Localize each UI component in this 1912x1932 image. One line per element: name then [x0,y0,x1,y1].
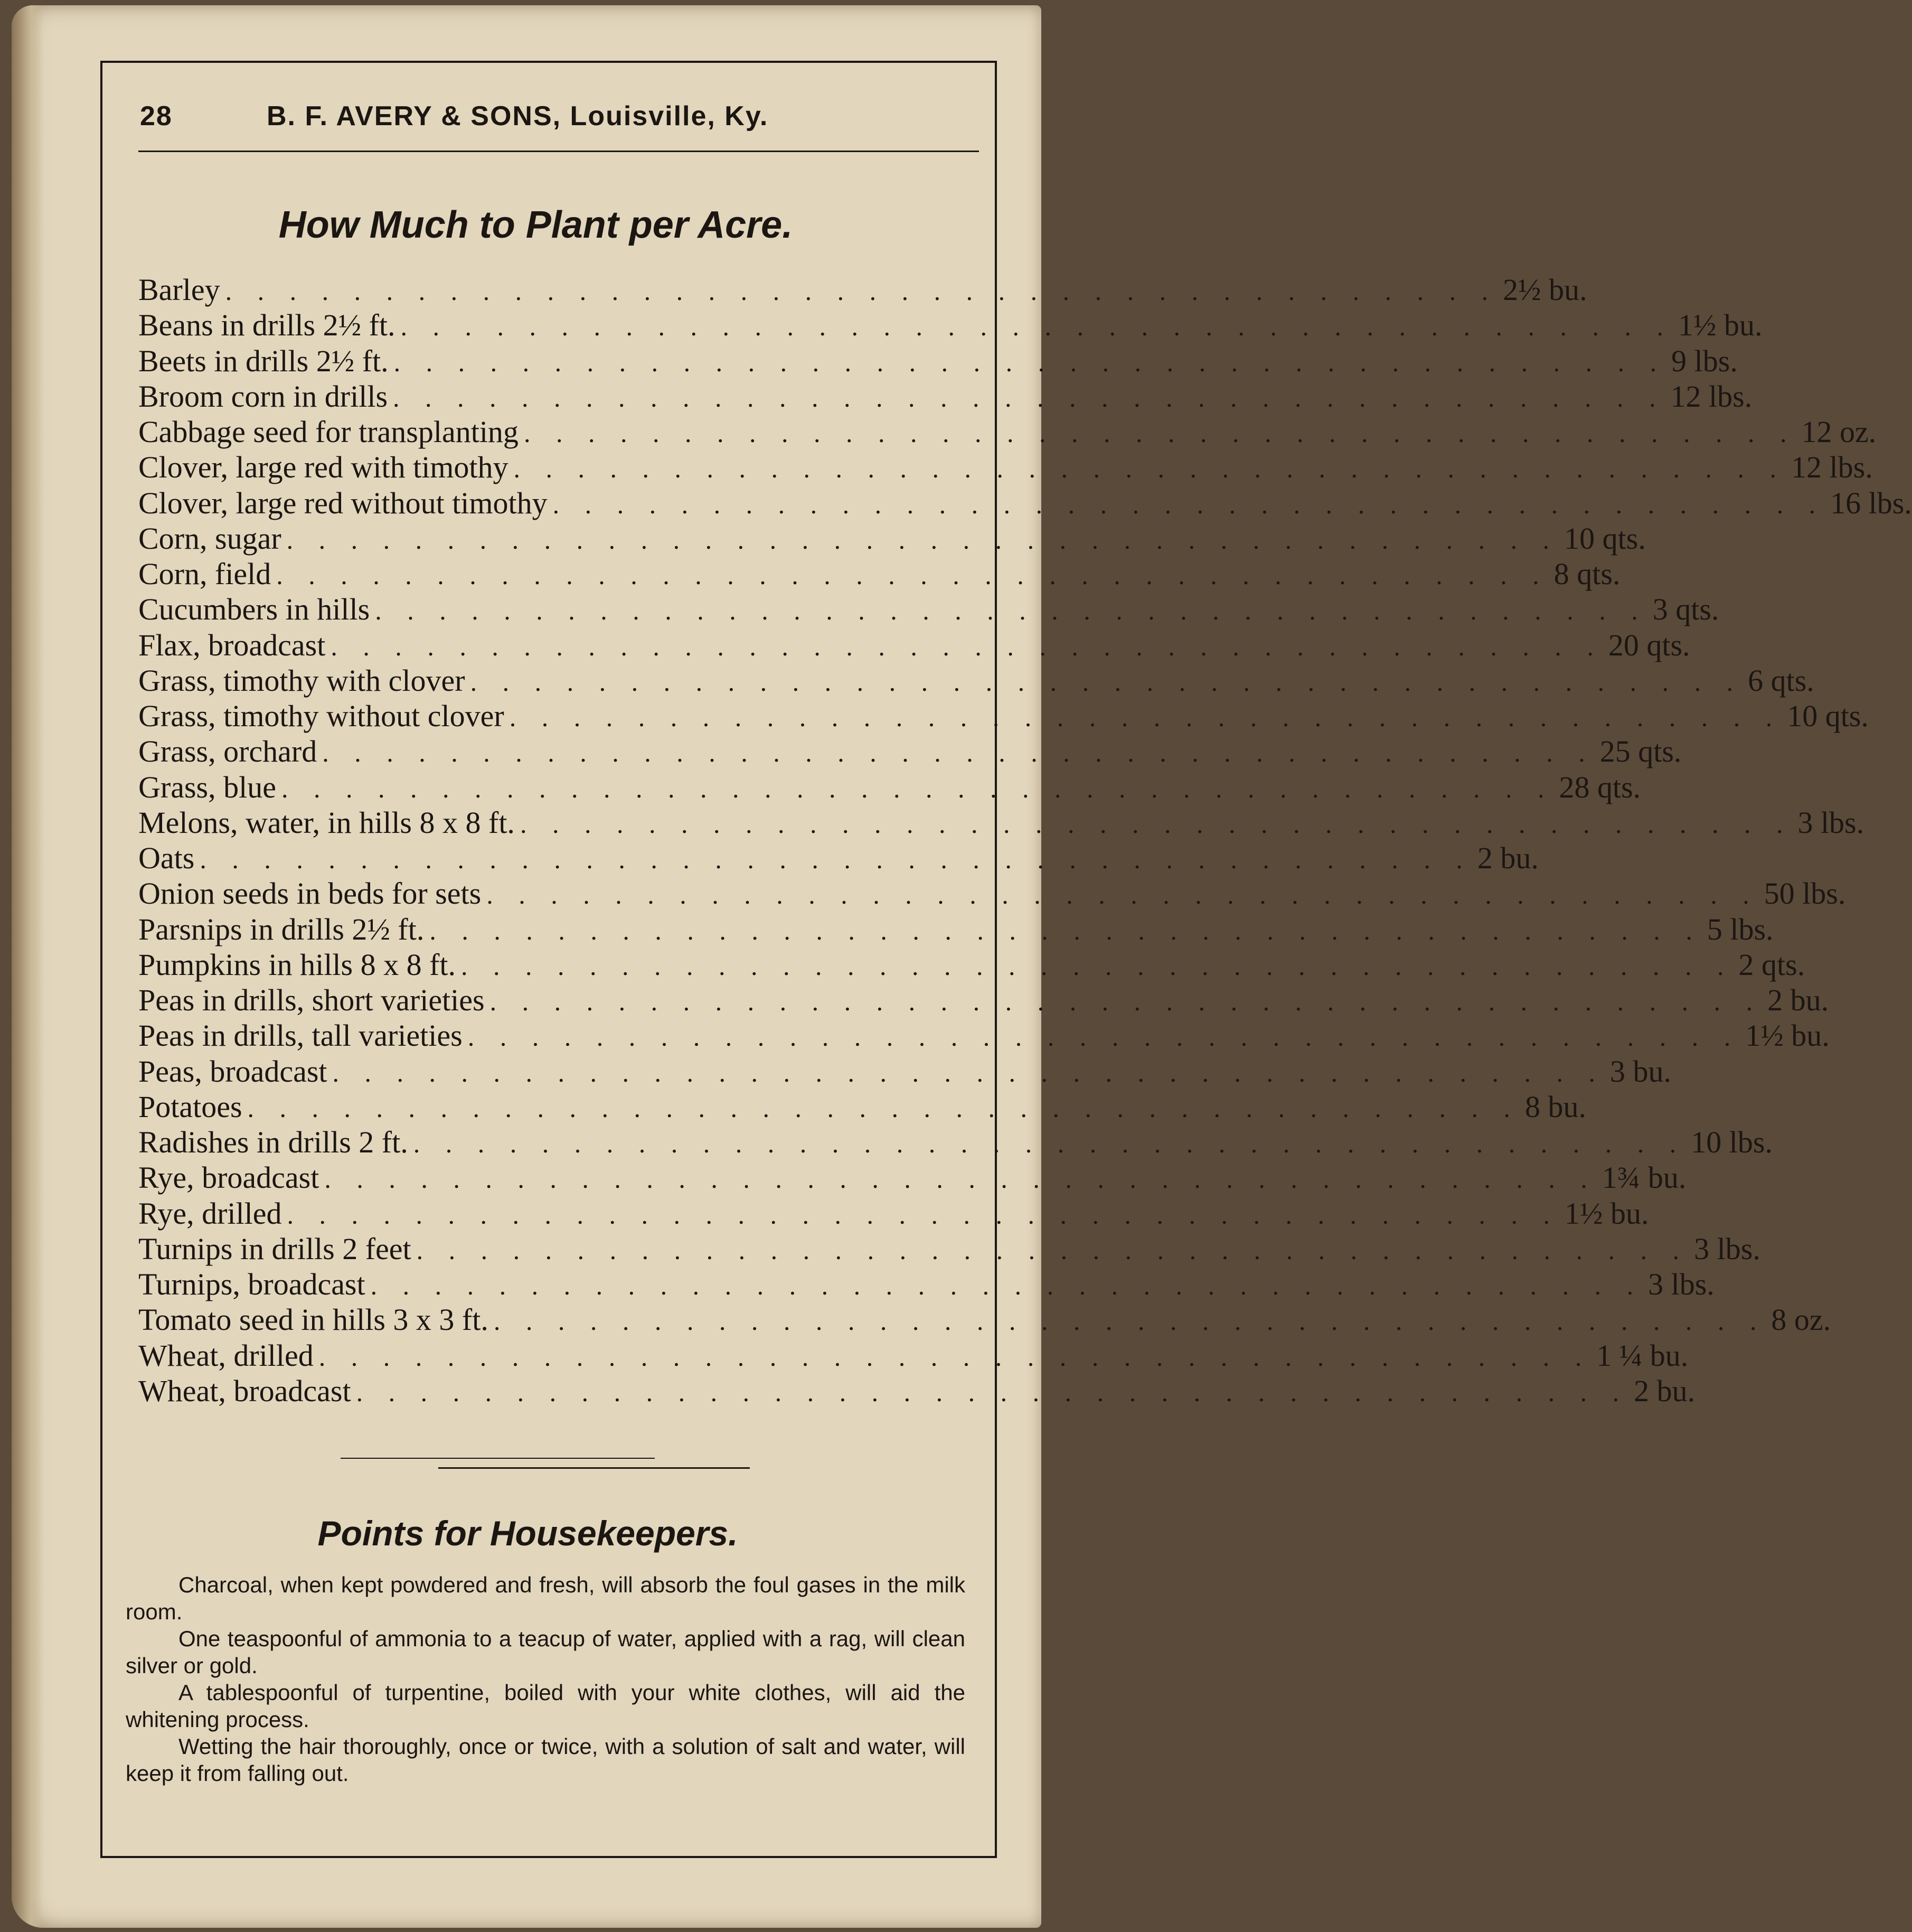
seed-quantity: 6 qts. [1748,663,1814,698]
crop-name: Parsnips in drills 2½ ft. [138,912,425,946]
crop-name: Cabbage seed for transplanting [138,415,519,449]
seed-quantity: 8 bu. [1525,1089,1587,1124]
seed-quantity: 10 qts. [1787,699,1869,733]
crop-name: Rye, drilled [138,1196,282,1231]
seed-quantity: 8 oz. [1771,1302,1831,1337]
list-item [138,307,1763,343]
crop-name: Grass, timothy with clover [138,663,465,698]
page-number: 28 [140,101,173,132]
list-item [138,947,1805,982]
housekeeping-tip: One teaspoonful of ammonia to a teacup of water, applied with a rag, will clean silver or gold. [126,1626,965,1678]
crop-name: Potatoes [138,1089,242,1124]
crop-name: Corn, sugar [138,521,281,556]
page-spine [12,5,43,1928]
list-item [138,663,1814,698]
dot-leader: . . . . . . . . . . . . . . . . . . . . . . . . . . . . . . . . . . . . . . . . [520,809,1793,839]
list-item [138,272,1587,307]
list-item [138,805,1864,840]
dot-leader: . . . . . . . . . . . . . . . . . . . . . . . . . . . . . . . . . . . . . . . . [400,312,1673,342]
seed-quantity: 50 lbs. [1764,876,1846,911]
seed-quantity: 3 lbs. [1694,1231,1760,1266]
seed-quantity: 1¾ bu. [1602,1160,1687,1195]
dot-leader: . . . . . . . . . . . . . . . . . . . . . . . . . . . . . . . . . . . . . . . . [370,1271,1643,1300]
crop-name: Flax, broadcast [138,627,326,662]
housekeeping-tip: Charcoal, when kept powdered and fresh, will absorb the foul gases in the milk room. [126,1572,965,1624]
running-title: B. F. AVERY & SONS, Louisville, Ky. [267,101,769,132]
list-item [138,1124,1773,1160]
section-divider-upper [341,1458,655,1459]
crop-name: Wheat, drilled [138,1338,314,1373]
seed-quantity: 12 lbs. [1791,450,1873,485]
housekeeping-tip: Wetting the hair thoroughly, once or twice, with a solution of salt and water, will keep it from falling out. [126,1734,965,1786]
dot-leader: . . . . . . . . . . . . . . . . . . . . . . . . . . . . . . . . . . . . . . . . [416,1235,1689,1265]
dot-leader: . . . . . . . . . . . . . . . . . . . . . . . . . . . . . . . . . . . . . . . . [322,738,1595,768]
seed-quantity: 10 lbs. [1691,1125,1773,1159]
list-item [138,379,1753,414]
seed-quantity: 3 lbs. [1648,1267,1715,1301]
list-item [138,734,1682,769]
list-item [138,770,1641,805]
crop-name: Clover, large red with timothy [138,450,508,485]
dot-leader: . . . . . . . . . . . . . . . . . . . . . . . . . . . . . . . . . . . . . . . . [286,524,1559,555]
list-item [138,1196,1649,1231]
dot-leader: . . . . . . . . . . . . . . . . . . . . . . . . . . . . . . . . . . . . . . . . [247,1093,1520,1123]
seed-quantity: 3 bu. [1610,1054,1672,1089]
list-item [138,1160,1687,1195]
header-rule [138,151,979,152]
seed-quantity: 28 qts. [1559,770,1641,804]
dot-leader: . . . . . . . . . . . . . . . . . . . . . . . . . . . . . . . . . . . . . . . . [429,915,1702,945]
list-item [138,1054,1672,1089]
crop-name: Beets in drills 2½ ft. [138,343,389,378]
list-item [138,521,1646,556]
crop-name: Turnips in drills 2 feet [138,1231,411,1266]
list-item [138,840,1539,876]
dot-leader: . . . . . . . . . . . . . . . . . . . . . . . . . . . . . . . . . . . . . . . . [393,347,1666,377]
seed-quantity: 1 ¼ bu. [1596,1338,1689,1373]
crop-name: Broom corn in drills [138,379,388,414]
list-item [138,1338,1689,1373]
housekeeping-tip: A tablespoonful of turpentine, boiled with your white clothes, will aid the whitening process. [126,1680,965,1732]
dot-leader: . . . . . . . . . . . . . . . . . . . . . . . . . . . . . . . . . . . . . . . . [324,1164,1597,1194]
seed-quantity: 1½ bu. [1565,1196,1649,1231]
list-item [138,1373,1696,1409]
crop-name: Peas in drills, tall varieties [138,1018,463,1053]
list-item [138,982,1829,1018]
seed-quantity: 2 bu. [1477,841,1539,875]
list-item [138,876,1846,911]
seed-quantity: 12 lbs. [1670,379,1753,414]
planting-section-title: How Much to Plant per Acre. [278,204,793,246]
list-item [138,592,1719,627]
crop-name: Tomato seed in hills 3 x 3 ft. [138,1302,488,1337]
list-item [138,556,1621,592]
seed-quantity: 20 qts. [1608,627,1690,662]
crop-name: Peas, broadcast [138,1054,327,1089]
dot-leader: . . . . . . . . . . . . . . . . . . . . . . . . . . . . . . . . . . . . . . . . [375,596,1647,626]
list-item [138,912,1774,947]
seed-quantity: 3 qts. [1652,592,1719,627]
list-item [138,627,1690,663]
seed-quantity: 2½ bu. [1503,273,1587,307]
crop-name: Peas in drills, short varieties [138,983,485,1017]
housekeeping-points [126,1571,965,1787]
seed-quantity: 12 oz. [1801,415,1877,449]
dot-leader: . . . . . . . . . . . . . . . . . . . . . . . . . . . . . . . . . . . . . . . . [470,667,1743,697]
list-item [138,414,1877,449]
seed-quantity: 25 qts. [1599,734,1682,769]
seed-quantity: 9 lbs. [1671,343,1738,378]
list-item [138,449,1873,485]
list-item [138,1089,1587,1124]
dot-leader: . . . . . . . . . . . . . . . . . . . . . . . . . . . . . . . . . . . . . . . . [467,1022,1740,1052]
dot-leader: . . . . . . . . . . . . . . . . . . . . . . . . . . . . . . . . . . . . . . . . [523,418,1796,448]
page-header [140,100,979,137]
crop-name: Beans in drills 2½ ft. [138,308,395,343]
dot-leader: . . . . . . . . . . . . . . . . . . . . . . . . . . . . . . . . . . . . . . . . [276,560,1549,590]
crop-name: Onion seeds in beds for sets [138,876,482,911]
list-item [138,343,1738,379]
dot-leader: . . . . . . . . . . . . . . . . . . . . . . . . . . . . . . . . . . . . . . . . [413,1129,1686,1158]
dot-leader: . . . . . . . . . . . . . . . . . . . . . . . . . . . . . . . . . . . . . . . . [287,1199,1560,1230]
housekeeping-section-title: Points for Housekeepers. [317,1514,738,1553]
dot-leader: . . . . . . . . . . . . . . . . . . . . . . . . . . . . . . . . . . . . . . . . [393,382,1665,412]
list-item [138,1302,1831,1337]
list-item [138,485,1912,521]
seed-quantity: 10 qts. [1564,521,1646,556]
crop-name: Barley [138,273,220,307]
seed-quantity: 2 bu. [1767,983,1829,1017]
dot-leader: . . . . . . . . . . . . . . . . . . . . . . . . . . . . . . . . . . . . . . . . [513,454,1786,484]
crop-name: Oats [138,841,195,875]
seed-quantity: 8 qts. [1553,557,1621,591]
dot-leader: . . . . . . . . . . . . . . . . . . . . . . . . . . . . . . . . . . . . . . . . [489,987,1763,1016]
dot-leader: . . . . . . . . . . . . . . . . . . . . . . . . . . . . . . . . . . . . . . . . [493,1306,1766,1336]
dot-leader: . . . . . . . . . . . . . . . . . . . . . . . . . . . . . . . . . . . . . . . . [225,276,1498,306]
crop-name: Grass, orchard [138,734,317,769]
crop-name: Pumpkins in hills 8 x 8 ft. [138,947,456,982]
crop-name: Wheat, broadcast [138,1373,351,1408]
list-item [138,1231,1760,1267]
seed-quantity: 16 lbs. [1830,485,1912,520]
dot-leader: . . . . . . . . . . . . . . . . . . . . . . . . . . . . . . . . . . . . . . . . [281,773,1554,803]
dot-leader: . . . . . . . . . . . . . . . . . . . . . . . . . . . . . . . . . . . . . . . . [331,631,1603,661]
section-divider-lower [438,1467,750,1469]
list-item [138,698,1869,734]
crop-name: Grass, blue [138,770,276,804]
seed-quantity: 2 bu. [1634,1373,1696,1408]
dot-leader: . . . . . . . . . . . . . . . . . . . . . . . . . . . . . . . . . . . . . . . . [509,702,1782,732]
crop-name: Grass, timothy without clover [138,699,504,733]
dot-leader: . . . . . . . . . . . . . . . . . . . . . . . . . . . . . . . . . . . . . . . . [200,845,1472,874]
dot-leader: . . . . . . . . . . . . . . . . . . . . . . . . . . . . . . . . . . . . . . . . [318,1342,1591,1372]
dot-leader: . . . . . . . . . . . . . . . . . . . . . . . . . . . . . . . . . . . . . . . . [332,1057,1605,1087]
crop-name: Radishes in drills 2 ft. [138,1125,408,1159]
seed-quantity: 5 lbs. [1707,912,1774,946]
dot-leader: . . . . . . . . . . . . . . . . . . . . . . . . . . . . . . . . . . . . . . . . [356,1377,1629,1407]
planting-rate-list [138,272,1912,1409]
crop-name: Clover, large red without timothy [138,485,548,520]
crop-name: Melons, water, in hills 8 x 8 ft. [138,805,515,840]
seed-quantity: 2 qts. [1738,947,1805,982]
list-item [138,1267,1715,1302]
seed-quantity: 1½ bu. [1745,1018,1830,1053]
crop-name: Corn, field [138,557,271,591]
crop-name: Cucumbers in hills [138,592,370,627]
crop-name: Rye, broadcast [138,1160,319,1195]
list-item [138,1018,1830,1053]
seed-quantity: 1½ bu. [1678,308,1763,343]
dot-leader: . . . . . . . . . . . . . . . . . . . . . . . . . . . . . . . . . . . . . . . . [461,951,1734,981]
seed-quantity: 3 lbs. [1797,805,1864,840]
crop-name: Turnips, broadcast [138,1267,365,1301]
dot-leader: . . . . . . . . . . . . . . . . . . . . . . . . . . . . . . . . . . . . . . . . [486,880,1759,910]
dot-leader: . . . . . . . . . . . . . . . . . . . . . . . . . . . . . . . . . . . . . . . . [552,489,1825,519]
